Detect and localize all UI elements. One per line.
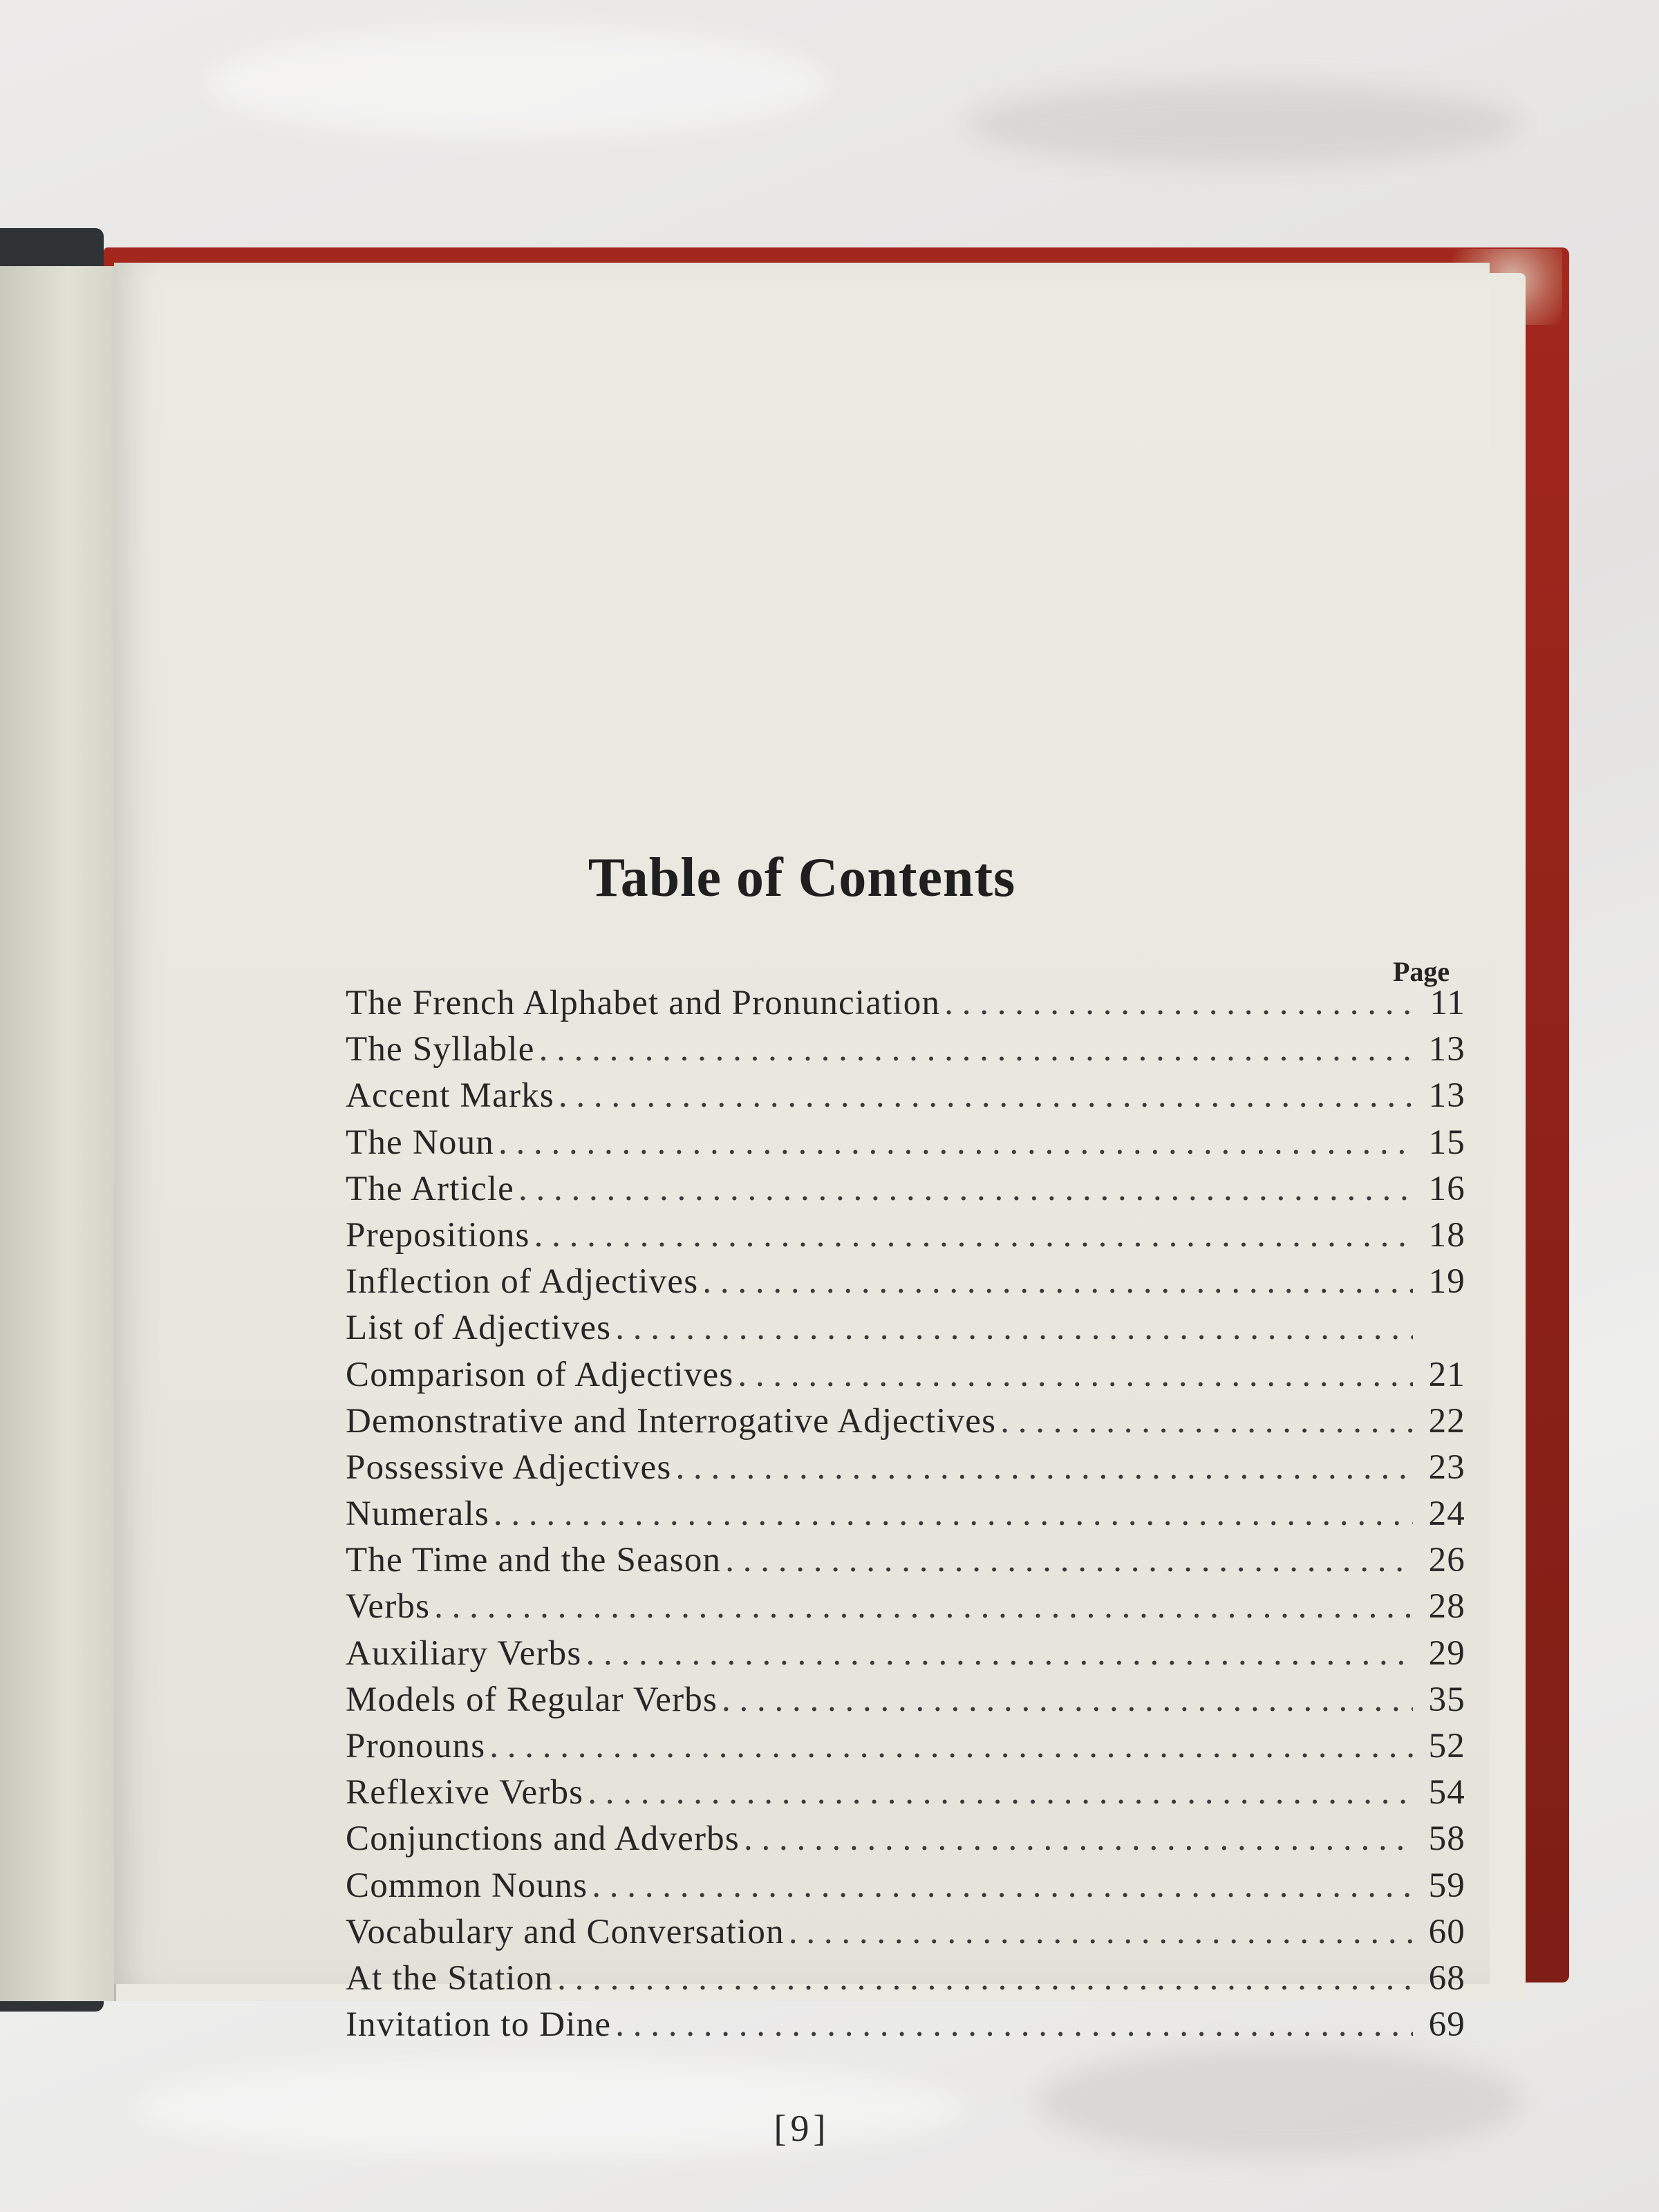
toc-entry-page: 26	[1428, 1541, 1465, 1580]
toc-entry	[346, 1540, 1465, 1586]
toc-entry	[346, 1680, 1465, 1726]
toc-entry	[346, 1633, 1465, 1680]
toc-entry-page: 68	[1428, 1958, 1465, 1998]
toc-entry	[346, 1912, 1465, 1958]
toc-entry-page: 59	[1428, 1866, 1465, 1905]
toc-entry-page: 11	[1430, 984, 1465, 1022]
toc-entry-label: Conjunctions and Adverbs	[346, 1819, 740, 1859]
toc-entry-page: 24	[1428, 1494, 1465, 1534]
toc-entry-label: List of Adjectives	[346, 1309, 612, 1348]
toc-entry	[346, 1169, 1465, 1215]
toc-entry-label: Models of Regular Verbs	[346, 1680, 718, 1719]
toc-entry-page: 18	[1428, 1215, 1465, 1255]
toc-entry	[346, 1447, 1465, 1494]
toc-entry-label: Pronouns	[346, 1727, 486, 1765]
toc-entry	[346, 1401, 1465, 1447]
dot-leader	[498, 1123, 1413, 1163]
cloth-highlight	[207, 28, 830, 138]
toc-entry-label: The French Alphabet and Pronunciation	[346, 984, 941, 1022]
book-page	[114, 263, 1490, 2149]
toc-entry-page: 60	[1428, 1912, 1465, 1951]
toc-entry	[346, 1308, 1465, 1354]
toc-entry	[346, 1586, 1465, 1633]
toc-entry-page: 35	[1428, 1680, 1465, 1719]
page-number: [9]	[774, 2108, 830, 2149]
toc-entry	[346, 1726, 1465, 1772]
toc-entry	[346, 1215, 1465, 1262]
toc-entry-label: Inflection of Adjectives	[346, 1262, 699, 1302]
toc-entry	[346, 1772, 1465, 1819]
dot-leader	[539, 1029, 1413, 1069]
toc-entry-page: 28	[1428, 1587, 1465, 1627]
toc-entry-label: Possessive Adjectives	[346, 1447, 672, 1487]
dot-leader	[559, 1076, 1413, 1116]
toc-entry	[346, 2005, 1465, 2051]
toc-list	[346, 983, 1465, 2051]
dot-leader	[738, 1355, 1413, 1395]
dot-leader	[518, 1169, 1413, 1209]
toc-entry-label: Vocabulary and Conversation	[346, 1912, 785, 1951]
toc-entry-label: The Article	[346, 1169, 515, 1208]
toc-entry-page: 19	[1428, 1262, 1465, 1302]
dot-leader	[789, 1912, 1413, 1952]
dot-leader	[702, 1262, 1413, 1302]
dot-leader	[725, 1540, 1413, 1580]
toc-entry	[346, 1262, 1465, 1308]
page-column-header: Page	[1393, 956, 1450, 987]
toc-entry-page: 29	[1428, 1633, 1465, 1673]
dot-leader	[592, 1866, 1413, 1906]
dot-leader	[1000, 1401, 1413, 1441]
toc-entry-label: At the Station	[346, 1958, 554, 1998]
toc-entry-page: 22	[1428, 1401, 1465, 1441]
toc-entry-label: Common Nouns	[346, 1866, 588, 1905]
toc-entry-page: 52	[1428, 1727, 1465, 1765]
dot-leader	[744, 1819, 1413, 1859]
toc-entry-label: Auxiliary Verbs	[346, 1633, 582, 1673]
toc-entry	[346, 1819, 1465, 1865]
dot-leader	[675, 1447, 1413, 1488]
toc-entry-page: 15	[1428, 1123, 1465, 1162]
toc-entry-label: Reflexive Verbs	[346, 1773, 584, 1812]
toc-entry	[346, 1029, 1465, 1076]
toc-entry	[346, 1123, 1465, 1169]
toc-entry-page: 54	[1428, 1773, 1465, 1812]
toc-entry-page: 13	[1428, 1076, 1465, 1116]
toc-entry-label: Prepositions	[346, 1215, 530, 1255]
toc-entry	[346, 1958, 1465, 2005]
toc-entry-page: 16	[1428, 1169, 1465, 1208]
dot-leader	[588, 1772, 1413, 1812]
dot-leader	[489, 1726, 1413, 1766]
toc-entry-label: Demonstrative and Interrogative Adjectives	[346, 1401, 997, 1441]
toc-entry-page: 21	[1428, 1355, 1465, 1394]
dot-leader	[615, 2005, 1413, 2045]
toc-entry-label: Comparison of Adjectives	[346, 1355, 734, 1394]
toc-entry-label: Accent Marks	[346, 1076, 554, 1116]
toc-entry	[346, 983, 1465, 1029]
toc-entry-page: 13	[1428, 1030, 1465, 1069]
left-page-edge	[0, 266, 116, 2001]
toc-entry	[346, 1076, 1465, 1122]
page-title: Table of Contents	[588, 847, 1016, 908]
dot-leader	[534, 1215, 1413, 1255]
dot-leader	[615, 1308, 1413, 1348]
toc-entry-page: 69	[1428, 2005, 1465, 2045]
toc-entry-label: Numerals	[346, 1494, 489, 1534]
toc-entry-label: The Noun	[346, 1123, 494, 1162]
dot-leader	[585, 1633, 1413, 1674]
toc-entry	[346, 1494, 1465, 1540]
toc-entry	[346, 1866, 1465, 1912]
toc-entry-label: The Time and the Season	[346, 1541, 722, 1580]
dot-leader	[944, 983, 1413, 1023]
dot-leader	[722, 1680, 1413, 1720]
toc-entry-label: The Syllable	[346, 1030, 535, 1069]
dot-leader	[557, 1958, 1413, 1998]
toc-entry	[346, 1355, 1465, 1401]
dot-leader	[434, 1586, 1413, 1627]
cloth-shadow	[968, 83, 1521, 166]
toc-entry-page: 58	[1428, 1819, 1465, 1859]
toc-entry-label: Invitation to Dine	[346, 2005, 612, 2045]
toc-entry-page: 23	[1428, 1447, 1465, 1487]
dot-leader	[494, 1494, 1413, 1534]
toc-entry-label: Verbs	[346, 1587, 431, 1627]
